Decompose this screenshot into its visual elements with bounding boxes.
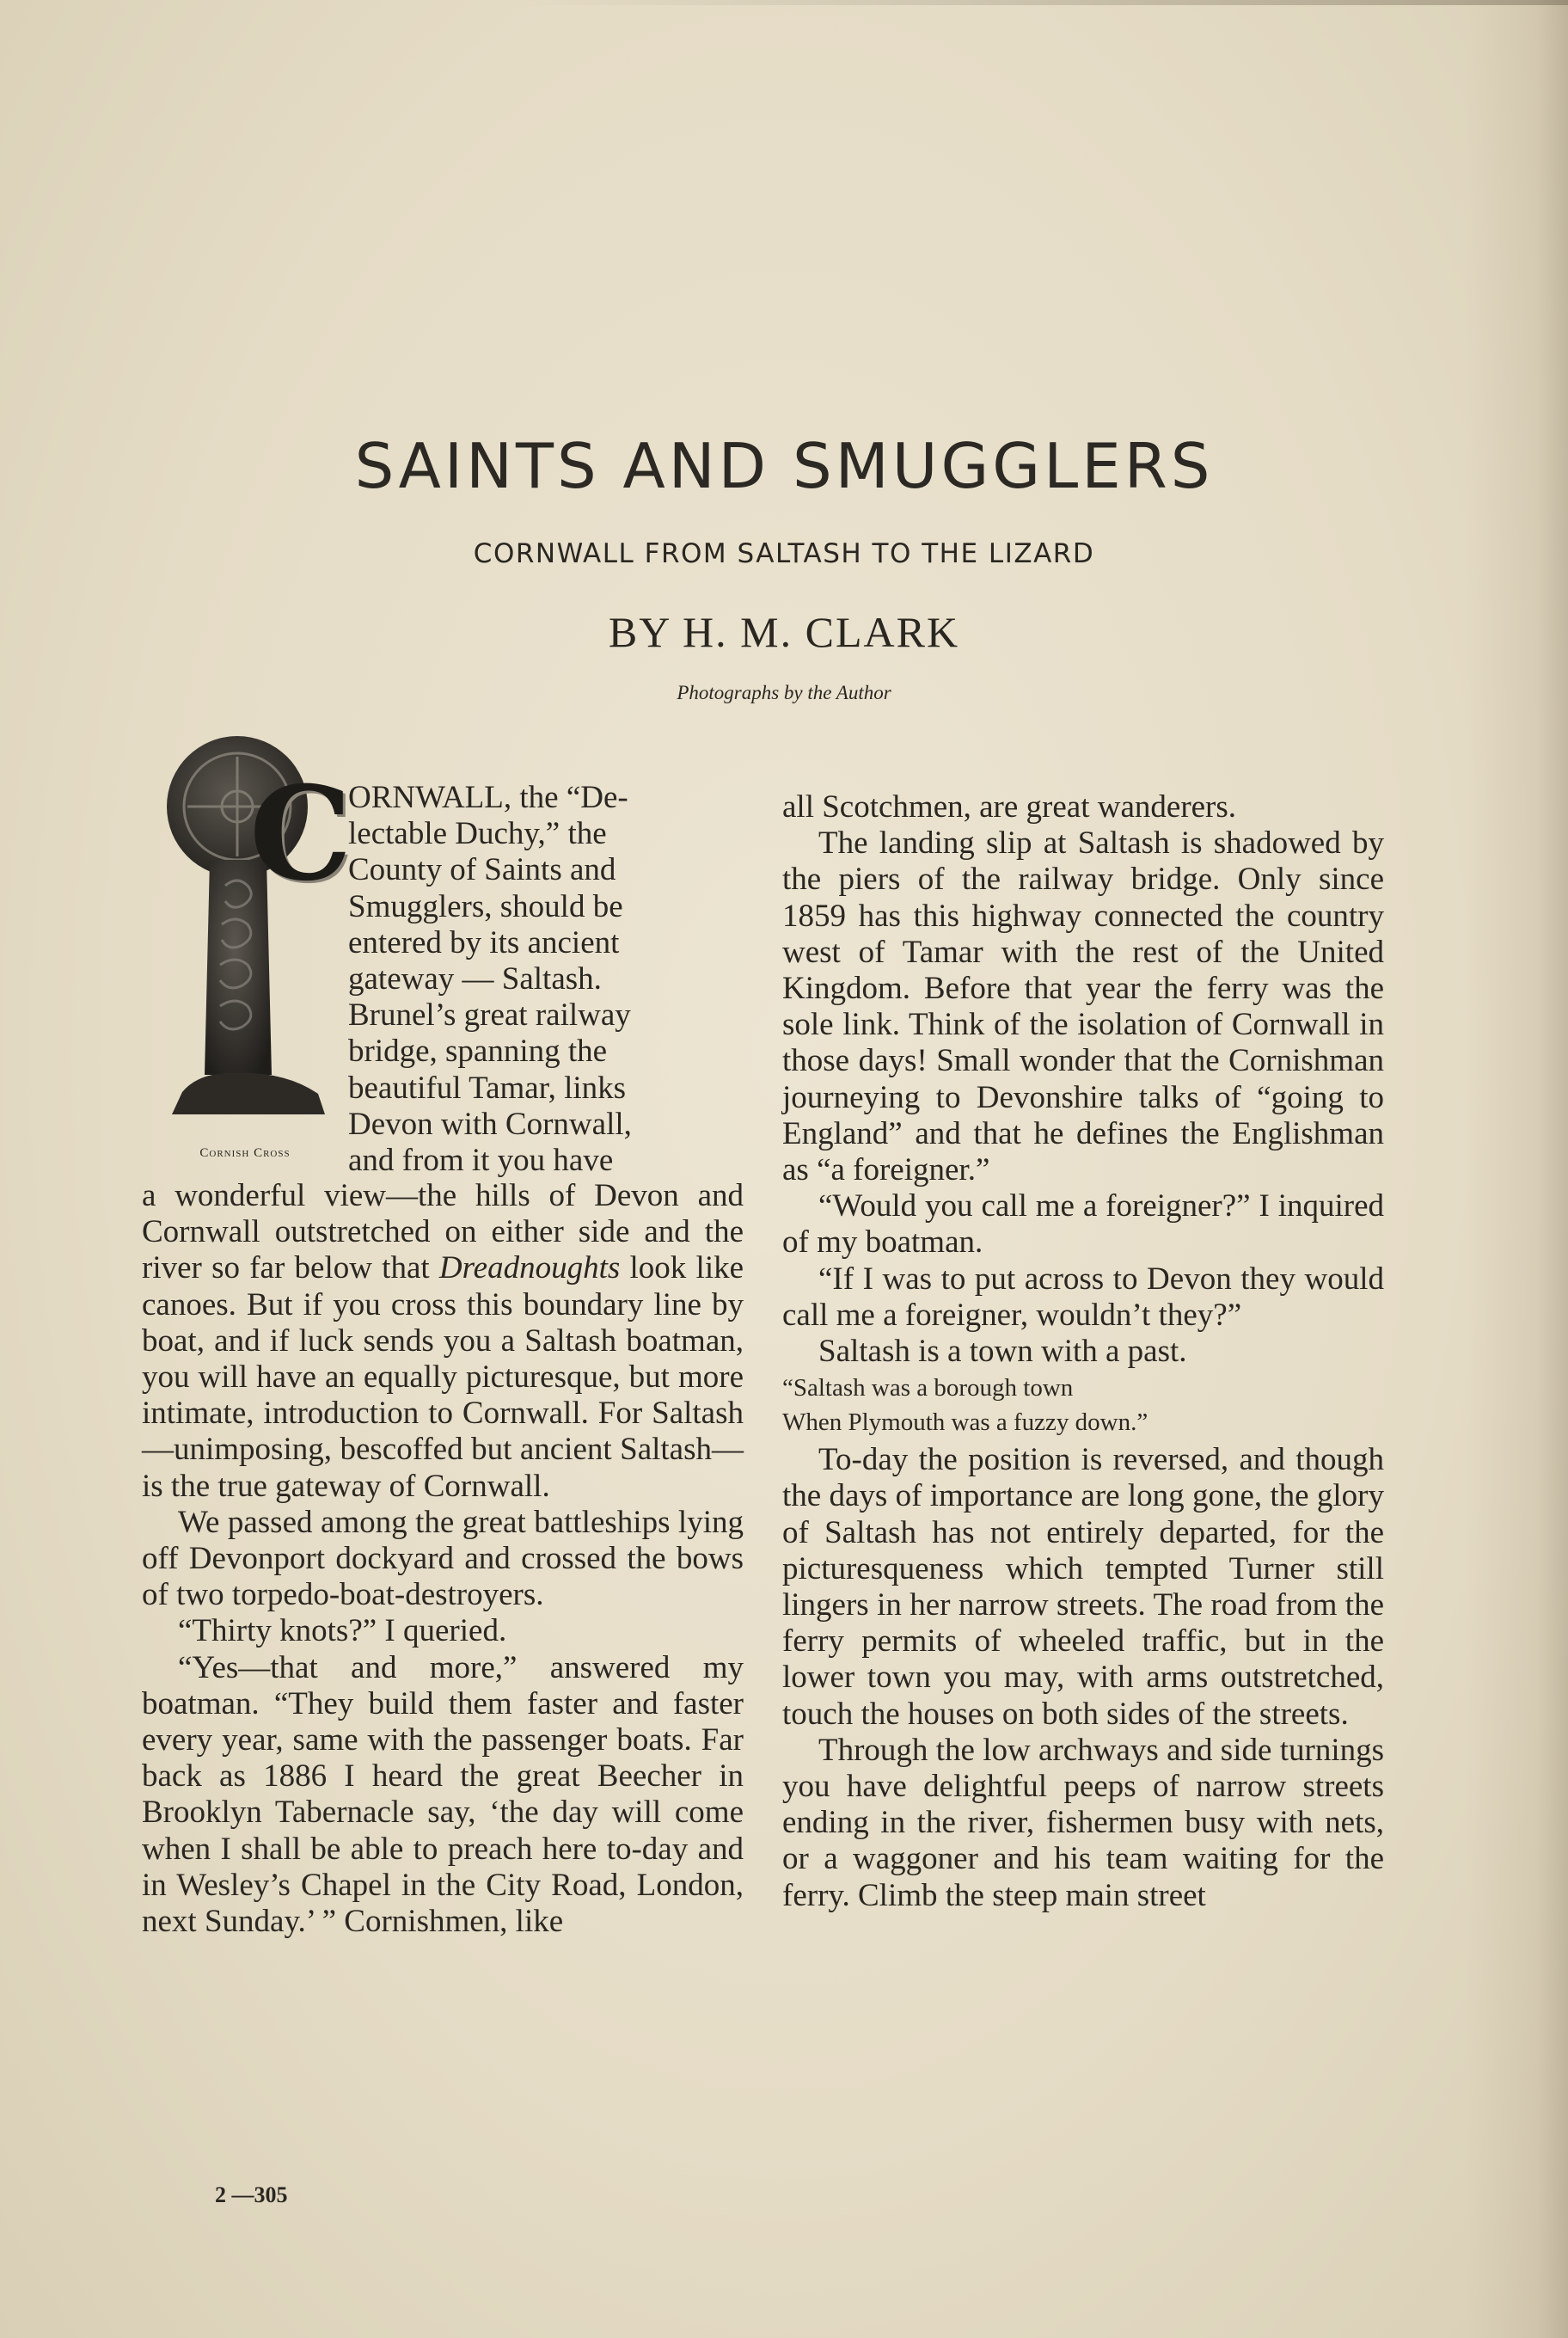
figure-caption: Cornish Cross <box>199 1146 291 1160</box>
lead-paragraph-wrap <box>348 780 744 1179</box>
paragraph-text: look like canoes. But if you cross this boundary line by boat, and if luck sends you a Saltash boatman, you will have an equally picturesque, but more intimate, introduction to Cornwall. For Saltash—unimposing, bescoffed but ancient Saltash—is the true gateway of Cornwall. <box>142 1250 744 1504</box>
paragraph: “Thirty knots?” I queried. <box>178 1613 507 1649</box>
lead-line: and from it you have <box>348 1143 614 1179</box>
lead-line: gateway — Saltash. <box>348 961 602 997</box>
left-column <box>142 1178 744 1940</box>
lead-line: beautiful Tamar, links <box>348 1070 627 1106</box>
photo-credit: Photographs by the Author <box>677 682 891 703</box>
paragraph: Through the low archways and side turnings you have delightful peeps of narrow streets ending in the river, fishermen busy with nets, or a waggoner and his team waiting for the ferry. Climb the steep main street <box>782 1732 1384 1913</box>
article-subtitle: CORNWALL FROM SALTASH TO THE LIZARD <box>473 538 1095 569</box>
paragraph: “Yes—that and more,” answered my boatman. “They build them faster and faster every year, same with the passenger boats. Far back as 1886 I heard the great Beecher in Brooklyn Tabernacle say, ‘the day will come when I shall be able to preach here to-day and in Wesley’s Chapel in the City Road, London, next Sunday.’ ” Cornishmen, like <box>142 1649 744 1940</box>
lead-line: entered by its ancient <box>348 924 620 960</box>
right-column <box>782 789 1384 1914</box>
lead-line: lectable Duchy,” the <box>348 816 607 852</box>
lead-line: County of Saints and <box>348 852 616 888</box>
paragraph: The landing slip at Saltash is shadowed by the piers of the railway bridge. Only since 1859 has this highway connected the country west of Tamar with the rest of the United Kingdom. Before that year the ferry was the sole link. Think of the isolation of Cornwall in those days! Small wonder that the Cornishman journeying to Devonshire talks of “going to England” and that he defines the Englishman as “a foreigner.” <box>782 825 1384 1188</box>
paragraph: “If I was to put across to Devon they would call me a foreigner, wouldn’t they?” <box>782 1261 1384 1333</box>
article-title: SAINTS AND SMUGGLERS <box>354 430 1214 502</box>
drop-cap-c: C <box>249 758 352 910</box>
lead-line: Brunel’s great railway <box>348 997 631 1034</box>
lead-line: Smugglers, should be <box>348 888 623 924</box>
lead-line: ORNWALL, the “De- <box>348 780 628 815</box>
paragraph: To-day the position is reversed, and though the days of importance are long gone, the glory of Saltash has not entirely departed, for the picturesqueness which tempted Turner still lingers in her narrow streets. The road from the ferry permits of wheeled traffic, but in the lower town you may, with arms outstretched, touch the houses on both sides of the streets. <box>782 1442 1384 1732</box>
paragraph <box>142 1178 744 1505</box>
italic-ship-name: Dreadnoughts <box>438 1250 621 1286</box>
page-top-edge <box>516 0 1568 5</box>
page-number: 2 —305 <box>215 2182 288 2207</box>
paragraph-text: a wonderful view—the hills of Devon and Cornwall outstretched on either side and the river so far below that <box>142 1178 744 1286</box>
paragraph: We passed among the great battleships lying off Devonport dockyard and crossed the bows of two torpedo-boat-destroyers. <box>142 1504 744 1613</box>
page-edge-shadow <box>1465 0 1568 2338</box>
paragraph: “Would you call me a foreigner?” I inquired of my boatman. <box>782 1188 1384 1261</box>
paragraph: all Scotchmen, are great wanderers. <box>782 789 1237 825</box>
verse-line: When Plymouth was a fuzzy down.” <box>782 1408 1148 1437</box>
paragraph: Saltash is a town with a past. <box>818 1334 1187 1370</box>
lead-line: Devon with Cornwall, <box>348 1106 632 1142</box>
verse-line: “Saltash was a borough town <box>782 1374 1074 1402</box>
lead-line: bridge, spanning the <box>348 1034 608 1070</box>
author-byline: BY H. M. CLARK <box>608 608 960 656</box>
